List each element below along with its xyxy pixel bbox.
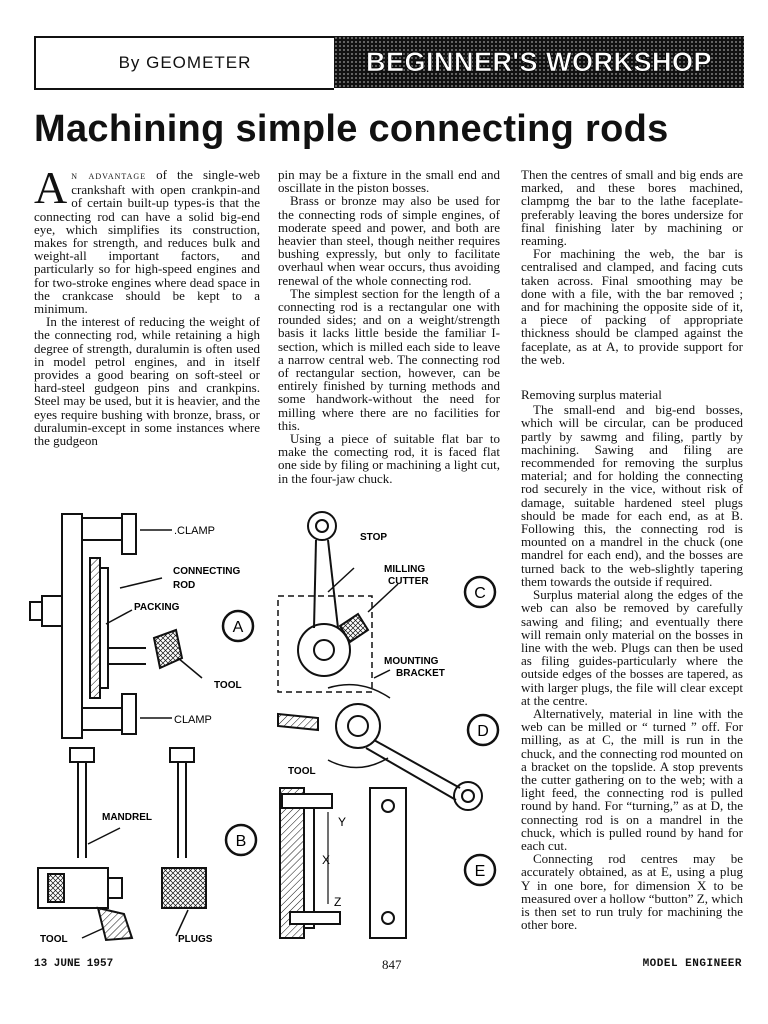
label-mandrel: MANDREL — [102, 812, 152, 823]
paragraph: Surplus material along the edges of the web can also be removed by carefully sawing and filing; and eventually there will remain only material on the bosses in line with the web. Plugs can then be used as filing guides-particularly where the outside edges of the bosses are tapered, as with larger plugs, the file will clear except at the centre. — [521, 587, 743, 708]
section-banner-text: BEGINNER'S WORKSHOP — [366, 46, 712, 77]
paragraph — [34, 162, 260, 317]
label-clamp-2: CLAMP — [174, 714, 212, 726]
footer-date: 13 JUNE 1957 — [34, 958, 114, 970]
circle-label-e: E — [474, 863, 486, 880]
label-connecting-rod: CONNECTING — [173, 566, 241, 577]
diagram-b — [38, 748, 206, 940]
label-clamp: .CLAMP — [174, 525, 215, 537]
paragraph: Using a piece of suitable flat bar to make the comecting rod, it is faced flat one side by filing or machining a light cut, in the four-jaw chuck. — [278, 431, 500, 486]
circle-label-c: C — [474, 585, 486, 602]
paragraph: In the interest of reducing the weight of the connecting rod, while retaining a high degree of strength, duralumin is often used in model petrol engines, and in itself provides a good bearing on soft-steel or hard-steel gudgeon pins and crankpins. Steel may be used, but it is heavier, and the eyes require bushing with bronze, brass, or duralumin-except in some instances where the gudgeon — [34, 314, 260, 449]
label-tool-b: TOOL — [40, 934, 68, 945]
lead-caps: n advantage — [71, 170, 147, 182]
paragraph: The small-end and big-end bosses, which will be circular, can be produced partly by sawmg and filing, partly by machining. Sawing and filing are recommended for removing the surplus material; and for holding the connecting rod securely in the vice, without risk of damage, suitable hardened steel plugs should be made for each end, as at B. Following this, the connecting rod is mounted on a mandrel in the chuck (one mandrel for each end), and the bosses are turned back to the web-slightly tapering them towards the outside if required. — [521, 402, 743, 589]
label-stop: STOP — [360, 532, 388, 543]
paragraph: pin may be a fixture in the small end and oscillate in the piston bosses. — [278, 167, 500, 196]
text-column-2 — [278, 168, 500, 485]
magazine-name: MODEL ENGINEER — [642, 958, 742, 970]
label-milling-2: CUTTER — [388, 576, 429, 587]
label-tool: TOOL — [214, 680, 242, 691]
label-x: X — [322, 853, 331, 867]
page-number: 847 — [382, 957, 402, 972]
label-plugs: PLUGS — [178, 934, 213, 945]
paragraph: The simplest section for the length of a connecting rod is a rectangular one with rounded sides; and on a weight/strength basis it lacks little beside the familiar I-section, which is milled each side to leave a narrow central web. The connecting rod of rectangular section, however, can be entirely finished by turning methods and some handwork-without the need for milling where there are no facilities for this. — [278, 285, 500, 433]
byline: By GEOMETER — [34, 36, 334, 90]
label-connecting-rod-2: ROD — [173, 580, 196, 591]
label-mounting-2: BRACKET — [396, 668, 445, 679]
circle-label-d: D — [477, 723, 489, 740]
article-title: Machining simple connecting rods — [34, 108, 669, 150]
label-tool-d: TOOL — [288, 766, 316, 777]
subheading: Removing surplus material — [521, 387, 662, 403]
paragraph: For machining the web, the bar is centralised and clamped, and facing cuts taken across. Final smoothing may be done with a file, with the bar removed ; and for machining the opposite side of it, a piece of packing of appropriate thickness should be clamped against the faceplate, as at A, to provide support for the web. — [521, 246, 743, 367]
paragraph: Brass or bronze may also be used for the connecting rods of simple engines, of moderate speed and power, and both are heavier than steel, though neither requires bushing expressly, but only to facilitate overhaul when wear occurs, thus avoiding renewal of the whole connecting rod. — [278, 193, 500, 288]
machining-diagram — [28, 508, 518, 948]
paragraph: Connecting rod centres may be accurately obtained, as at E, using a plug Y in one bore, for dimension X to be measured over a hollow “button” Z, which is then set to run truly for machining the other bore. — [521, 851, 744, 933]
diagram-a — [30, 514, 202, 738]
text-column-1 — [34, 162, 260, 449]
paragraph: Then the centres of small and big ends are marked, and these bores machined, clampmg the bar to the lathe faceplate-preferably leaving the bores undersize for final finishing later by machining or reaming. — [521, 167, 743, 249]
diagram-e — [280, 788, 406, 938]
paragraph-text: of the single-web crankshaft with open crankpin-and of certain built-up types-is that the connecting rod can have a solid big-end eye, which simplifies its construction, makes for strength, and reduces bulk and weight-all important factors, and particularly so for high-speed engines and for two-stroke engines where dead space in the crankcase should be kept to a minimum. — [34, 167, 260, 317]
drop-cap: A — [34, 162, 68, 213]
label-z: Z — [334, 895, 342, 909]
circle-label-b: B — [235, 833, 247, 850]
section-banner — [334, 36, 744, 88]
label-mounting: MOUNTING — [384, 656, 439, 667]
label-packing: PACKING — [134, 602, 180, 613]
label-y: Y — [338, 815, 347, 829]
paragraph: Alternatively, material in line with the web can be milled or “ turned ” off. For milling, as at C, the mill is run in the chuck, and the connecting rod mounted on a bracket on the topslide. A stop prevents the cutter gathering on to the web; with a light feed, the connecting rod is pulled round by hand. For “turning,” as at D, the connecting rod is on a mandrel in the chuck, which is pulled round by hand for each cut. — [521, 705, 743, 853]
text-column-3 — [521, 168, 743, 931]
label-milling: MILLING — [384, 564, 426, 575]
header — [34, 36, 744, 90]
circle-label-a: A — [232, 619, 244, 636]
